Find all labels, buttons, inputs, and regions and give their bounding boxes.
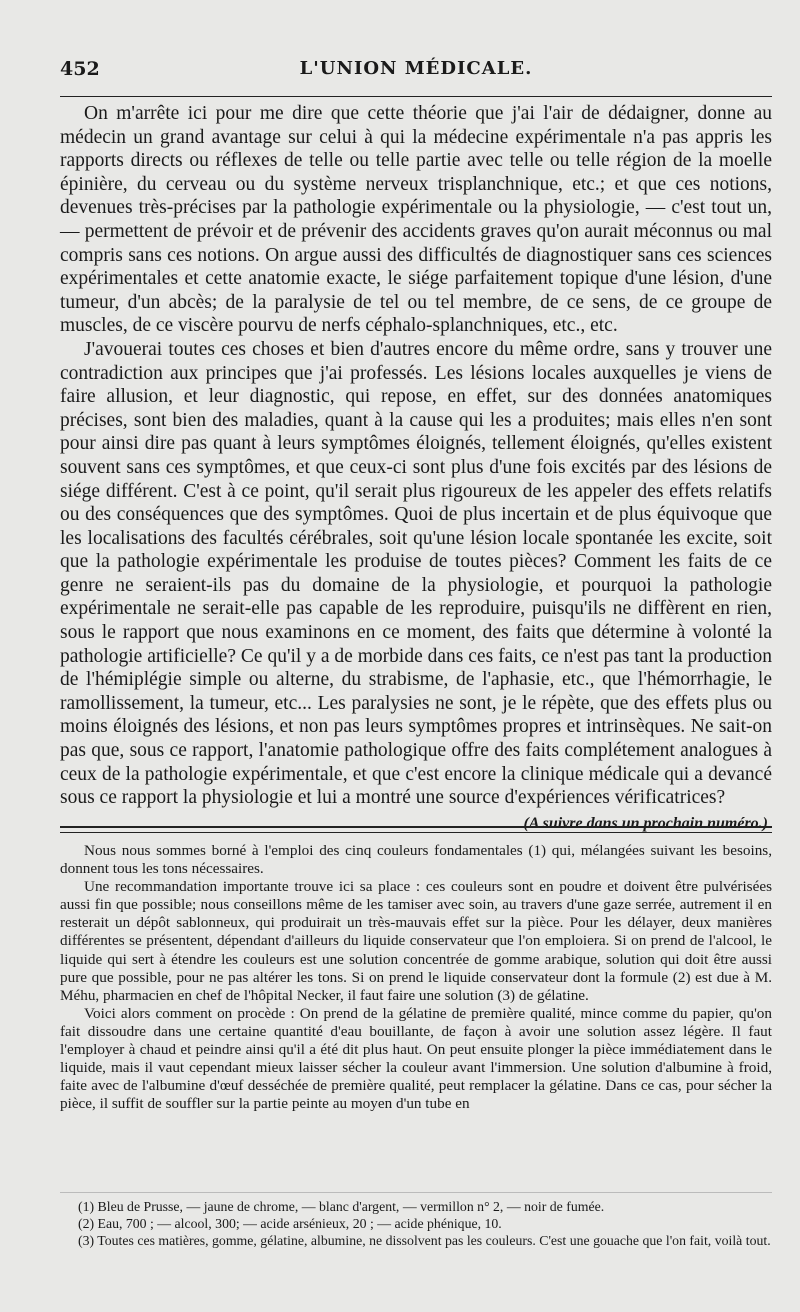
footnotes (60, 1198, 772, 1249)
page-number: 452 (60, 58, 100, 80)
journal-title: L'UNION MÉDICALE. (299, 58, 533, 79)
main-article (60, 102, 772, 835)
page-header (60, 58, 772, 92)
article-paragraph: Nous nous sommes borné à l'emploi des cinq couleurs fondamentales (1) qui, mélangées suivant les besoins, donnent tous les tons nécessaires. (60, 842, 772, 878)
footnote-divider (60, 1192, 772, 1193)
footnote: (3) Toutes ces matières, gomme, gélatine, albumine, ne dissolvent pas les couleurs. C'est une gouache que l'on fait, voilà tout. (78, 1233, 771, 1248)
main-paragraph: J'avouerai toutes ces choses et bien d'autres encore du même ordre, sans y trouver une contradiction aux principes que j'ai professés. Les lésions locales auxquelles je viens de faire allusion, et leur diagnostic, qui repose, en effet, sur des données anatomiques précises, sont bien des maladies, quant à la cause qui les a produites; mais elles n'en sont pour ainsi dire pas quant à leurs symptômes éloignés, tellement éloignés, qu'elles existent souvent sans ces symptômes, et que ceux-ci sont plus d'une fois excités par des lésions de siége différent. C'est à ce point, qu'il serait plus rigoureux de les appeler des effets relatifs ou des conséquences que des symptômes. Quoi de plus incertain et de plus équivoque que les localisations des facultés cérébrales, soit qu'une lésion locale spontanée les excite, soit que la pathologie expérimentale les produise de toutes pièces? Comment les faits de ce genre ne seraient-ils pas du domaine de la physiologie, et pourquoi la pathologie expérimentale ne serait-elle pas capable de les reproduire, puisqu'ils ne diffèrent en rien, sous le rapport que nous examinons en ce moment, des faits que détermine à volonté la pathologie artificielle? Ce qu'il y a de morbide dans ces faits, ce n'est pas tant la production de l'hémiplégie simple ou alterne, du strabisme, de l'aphasie, etc., que l'hémorrhagie, le ramollissement, la tumeur, etc... Les paralysies ne sont, je le répète, que des effets plus ou moins éloignés des lésions, et non pas leurs symptômes propres et intrinsèques. Ne sait-on pas que, sous ce rapport, l'anatomie pathologique offre des faits complétement analogues à ceux de la pathologie expérimentale, et que c'est encore la clinique médicale qui a devancé sous ce rapport la physiologie et lui a montré une source d'expériences vérificatrices? (60, 338, 772, 809)
footnote: (2) Eau, 700 ; — alcool, 300; — acide arsénieux, 20 ; — acide phénique, 10. (78, 1216, 502, 1231)
footnote: (1) Bleu de Prusse, — jaune de chrome, — blanc d'argent, — vermillon n° 2, — noir de fumée. (78, 1199, 605, 1214)
continuation-note: (A suivre dans un prochain numéro.) (523, 814, 768, 832)
header-rule (60, 96, 772, 97)
second-article (60, 842, 772, 1113)
article-paragraph: Voici alors comment on procède : On prend de la gélatine de première qualité, mince comme du papier, qu'on fait dissoudre dans une certaine quantité d'eau bouillante, de façon à avoir une solution assez légère. Il faut l'employer à chaud et peindre ainsi qu'il a été dit plus haut. On peut ensuite plonger la pièce immédiatement dans le liquide, mais il vaut cependant mieux laisser sécher la couleur avant l'immersion. Une solution d'albumine à froid, faite avec de l'albumine d'œuf desséchée de première qualité, peut remplacer la gélatine. Dans ce cas, pour sécher la pièce, il suffit de souffler sur la partie peinte au moyen d'un tube en (60, 1004, 772, 1113)
article-paragraph: Une recommandation importante trouve ici sa place : ces couleurs sont en poudre et doivent être pulvérisées aussi fin que possible; nous conseillons même de les tamiser avec soin, au travers d'une gaze serrée, autrement il en resterait un dépôt sablonneux, qui produirait un très-mauvais effet sur la pièce. Pour les délayer, deux manières différentes se présentent, dépendant d'ailleurs du liquide conservateur que l'on emploiera. Si on prend de l'alcool, le liquide qui sert à étendre les couleurs est une solution concentrée de gomme arabique, solution qui doit être aussi pure que possible, pour ne pas altérer les tons. Si on prend le liquide conservateur dont la formule (2) est due à M. Méhu, pharmacien en chef de l'hôpital Necker, il faut faire une solution (3) de gélatine. (60, 878, 772, 1004)
section-divider (60, 826, 772, 833)
main-paragraph: On m'arrête ici pour me dire que cette théorie que j'ai l'air de dédaigner, donne au médecin un grand avantage sur celui à qui la médecine expérimentale n'a pas appris les rapports directs ou réflexes de telle ou telle partie avec telle ou telle région de la moelle épinière, du cerveau ou du système nerveux trisplanchnique, etc.; et que ces notions, devenues très-précises par la pathologie expérimentale ou la physiologie, — c'est tout un, — permettent de prévoir et de prévenir des accidents graves qu'on aurait méconnus ou mal compris sans ces notions. On argue aussi des difficultés de diagnostiquer sans ces sciences expérimentales et cette anatomie exacte, le siége parfaitement topique d'une lésion, d'une tumeur, d'un abcès; de la paralysie de tel ou tel membre, de ce sens, de ce groupe de muscles, de ce viscère pourvu de nerfs céphalo-splanchniques, etc., etc. (60, 103, 772, 337)
